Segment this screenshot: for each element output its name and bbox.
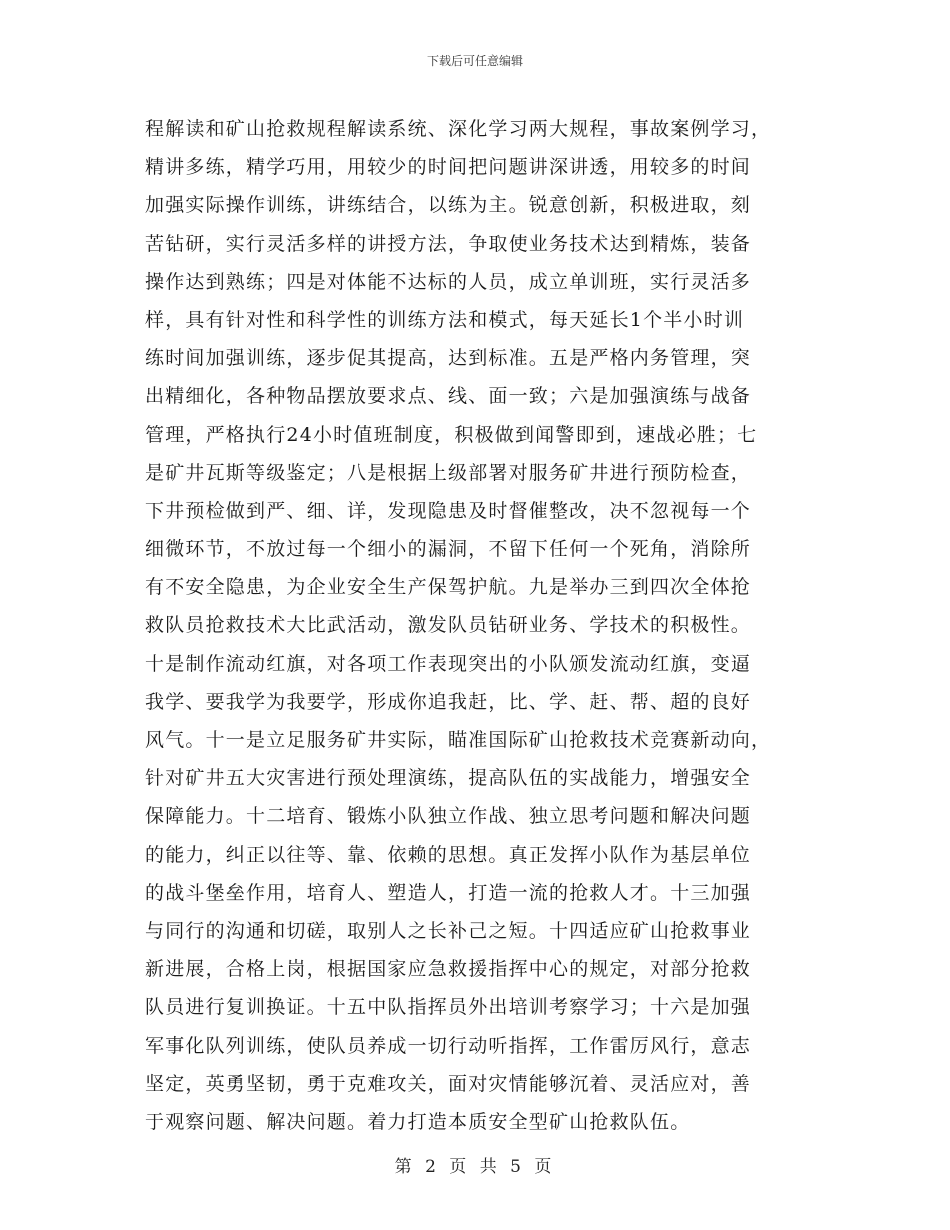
text-line: 出精细化，各种物品摆放要求点、线、面一致；六是加强演练与战备: [145, 385, 752, 408]
text-line: 队员进行复训换证。十五中队指挥员外出培训考察学习；十六是加强: [145, 996, 752, 1019]
text-line: 救队员抢救技术大比武活动，激发队员钻研业务、学技术的积极性。: [145, 614, 752, 637]
text-line: 的能力，纠正以往等、靠、依赖的思想。真正发挥小队作为基层单位: [145, 843, 752, 866]
text-line: 与同行的沟通和切磋，取别人之长补己之短。十四适应矿山抢救事业: [145, 919, 752, 942]
text-line: 新进展，合格上岗，根据国家应急救援指挥中心的规定，对部分抢救: [145, 958, 752, 981]
page-header: 下载后可任意编辑: [426, 54, 523, 68]
text-line: 下井预检做到严、细、详，发现隐患及时督催整改，决不忽视每一个: [145, 499, 752, 522]
text-line: 有不安全隐患，为企业安全生产保驾护航。九是举办三到四次全体抢: [145, 576, 752, 599]
text-line: 练时间加强训练，逐步促其提高，达到标准。五是严格内务管理，突: [145, 347, 752, 370]
document-body: [145, 110, 805, 1141]
text-line: 保障能力。十二培育、锻炼小队独立作战、独立思考问题和解决问题: [145, 805, 752, 828]
text-line: 管理，严格执行24小时值班制度，积极做到闻警即到，速战必胜；七: [145, 423, 758, 446]
text-line: 样，具有针对性和科学性的训练方法和模式，每天延长1个半小时训: [145, 308, 745, 331]
text-line: 精讲多练，精学巧用，用较少的时间把问题讲深讲透，用较多的时间: [145, 156, 752, 179]
text-line: 加强实际操作训练，讲练结合，以练为主。锐意创新，积极进取，刻: [145, 194, 752, 217]
text-line: 军事化队列训练，使队员养成一切行动听指挥，工作雷厉风行，意志: [145, 1034, 752, 1057]
text-line: 程解读和矿山抢救规程解读系统、深化学习两大规程，事故案例学习，: [145, 118, 772, 140]
text-line: 于观察问题、解决问题。着力打造本质安全型矿山抢救队伍。: [145, 1110, 691, 1133]
text-line: 坚定，英勇坚韧，勇于克难攻关，面对灾情能够沉着、灵活应对，善: [145, 1072, 752, 1095]
text-line: 是矿井瓦斯等级鉴定；八是根据上级部署对服务矿井进行预防检查，: [145, 461, 752, 484]
text-line: 十是制作流动红旗，对各项工作表现突出的小队颁发流动红旗，变逼: [145, 652, 752, 675]
page-number: 第 2 页 共 5 页: [394, 1157, 556, 1177]
text-line: 我学、要我学为我要学，形成你追我赶，比、学、赶、帮、超的良好: [145, 690, 752, 713]
text-line: 风气。十一是立足服务矿井实际，瞄准国际矿山抢救技术竞赛新动向，: [145, 729, 772, 751]
text-line: 细微环节，不放过每一个细小的漏洞，不留下任何一个死角，消除所: [145, 538, 752, 561]
text-line: 操作达到熟练；四是对体能不达标的人员，成立单训班，实行灵活多: [145, 270, 752, 293]
text-line: 苦钻研，实行灵活多样的讲授方法，争取使业务技术达到精炼，装备: [145, 232, 752, 255]
text-line: 的战斗堡垒作用，培育人、塑造人，打造一流的抢救人才。十三加强: [145, 881, 752, 904]
text-line: 针对矿井五大灾害进行预处理演练，提高队伍的实战能力，增强安全: [145, 767, 752, 790]
